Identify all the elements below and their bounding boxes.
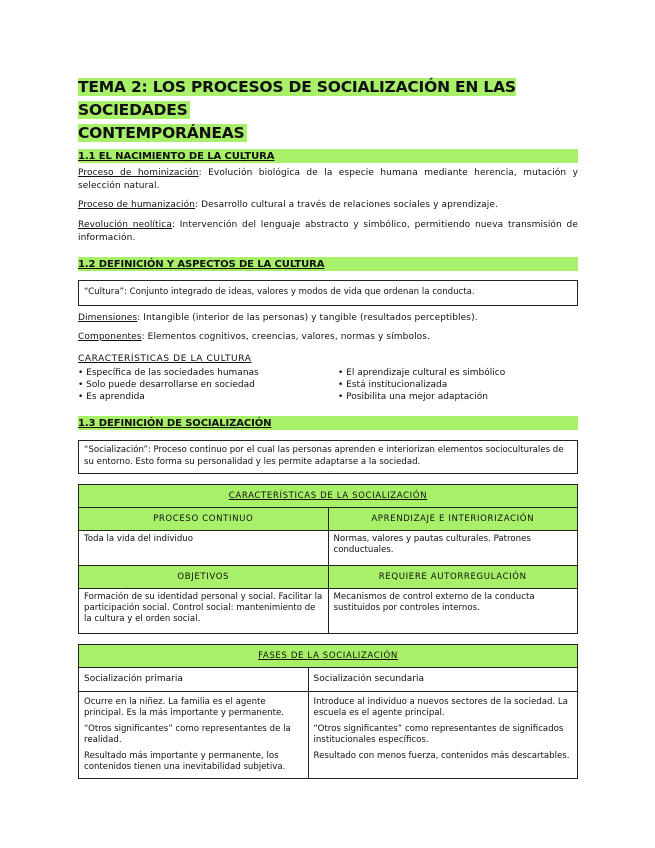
list-item: • Solo puede desarrollarse en sociedad <box>78 379 255 390</box>
table-cell: Formación de su identidad personal y social. Facilitar la participación social. Control social: mantenimiento de la cultura y el orden social. <box>79 589 329 634</box>
page-title: TEMA 2: LOS PROCESOS DE SOCIALIZACIÓN EN LAS SOCIEDADES CONTEMPORÁNEAS <box>78 78 516 142</box>
section-heading-1-2: 1.2 DEFINICIÓN Y ASPECTOS DE LA CULTURA <box>78 257 578 271</box>
table-title: FASES DE LA SOCIALIZACIÓN <box>79 645 578 668</box>
socialization-definition-box: “Socialización”: Proceso continuo por el cual las personas aprenden e interiorizan elementos socioculturales de su entorno. Esto forma su personalidad y les permite adaptarse a la sociedad. <box>78 440 578 474</box>
socialization-characteristics-table <box>78 484 578 634</box>
list-item: • Es aprendida <box>78 392 145 403</box>
section-heading-1-1: 1.1 EL NACIMIENTO DE LA CULTURA <box>78 149 578 163</box>
list-item: Introduce al individuo a nuevos sectores de la sociedad. La escuela es el agente principal. <box>313 697 568 719</box>
paragraph-dimensiones: Dimensiones: Intangible (interior de las personas) y tangible (resultados perceptibles). <box>78 312 478 323</box>
paragraph-humanizacion: Proceso de humanización: Desarrollo cultural a través de relaciones sociales y aprendizaje. <box>78 200 498 210</box>
list-item: “Otros significantes” como representantes de significados institucionales específicos. <box>313 724 564 746</box>
list-item: Resultado más importante y permanente, los contenidos tienen una inevitabilidad subjetiva. <box>84 751 286 773</box>
table-cell: Normas, valores y pautas culturales. Patrones conductuales. <box>328 531 578 566</box>
table-cell: Mecanismos de control externo de la conducta sustituidos por controles internos. <box>328 589 578 634</box>
list-item: “Otros significantes” como representantes de la realidad. <box>84 724 291 746</box>
socialization-phases-table <box>78 644 578 779</box>
table-header: REQUIERE AUTORREGULACIÓN <box>328 566 578 589</box>
table-header: OBJETIVOS <box>79 566 329 589</box>
table-cell: Toda la vida del individuo <box>79 531 329 566</box>
list-item: Ocurre en la niñez. La familia es el agente principal. Es la más importante y permanente. <box>84 697 285 719</box>
document-page <box>78 76 578 779</box>
culture-characteristics-list <box>78 367 578 404</box>
list-item: Resultado con menos fuerza, contenidos más descartables. <box>313 751 570 762</box>
table-header: APRENDIZAJE E INTERIORIZACIÓN <box>328 508 578 531</box>
paragraph-neolitica: Revolución neolítica: Intervención del lenguaje abstracto y simbólico, permitiendo nueva transmisión de información. <box>78 220 579 243</box>
table-cell <box>308 692 577 779</box>
paragraph-hominizacion: Proceso de hominización: Evolución biológica de la especie humana mediante herencia, mutación y selección natural. <box>78 168 578 191</box>
list-item: • Posibilita una mejor adaptación <box>338 392 488 403</box>
section-heading-1-3: 1.3 DEFINICIÓN DE SOCIALIZACIÓN <box>78 416 578 430</box>
table-cell <box>79 692 309 779</box>
table-header: Socialización primaria <box>79 668 309 692</box>
culture-definition-box: “Cultura”: Conjunto integrado de ideas, valores y modos de vida que ordenan la conducta. <box>78 280 578 306</box>
table-header: Socialización secundaria <box>308 668 577 692</box>
culture-characteristics-heading: CARACTERÍSTICAS DE LA CULTURA <box>78 353 252 364</box>
paragraph-componentes: Componentes: Elementos cognitivos, creencias, valores, normas y símbolos. <box>78 331 431 342</box>
list-item: • Específica de las sociedades humanas <box>78 367 259 378</box>
table-header: PROCESO CONTINUO <box>79 508 329 531</box>
list-item: • Está institucionalizada <box>338 379 448 390</box>
table-title: CARACTERÍSTICAS DE LA SOCIALIZACIÓN <box>79 485 578 508</box>
list-item: • El aprendizaje cultural es simbólico <box>338 367 506 378</box>
